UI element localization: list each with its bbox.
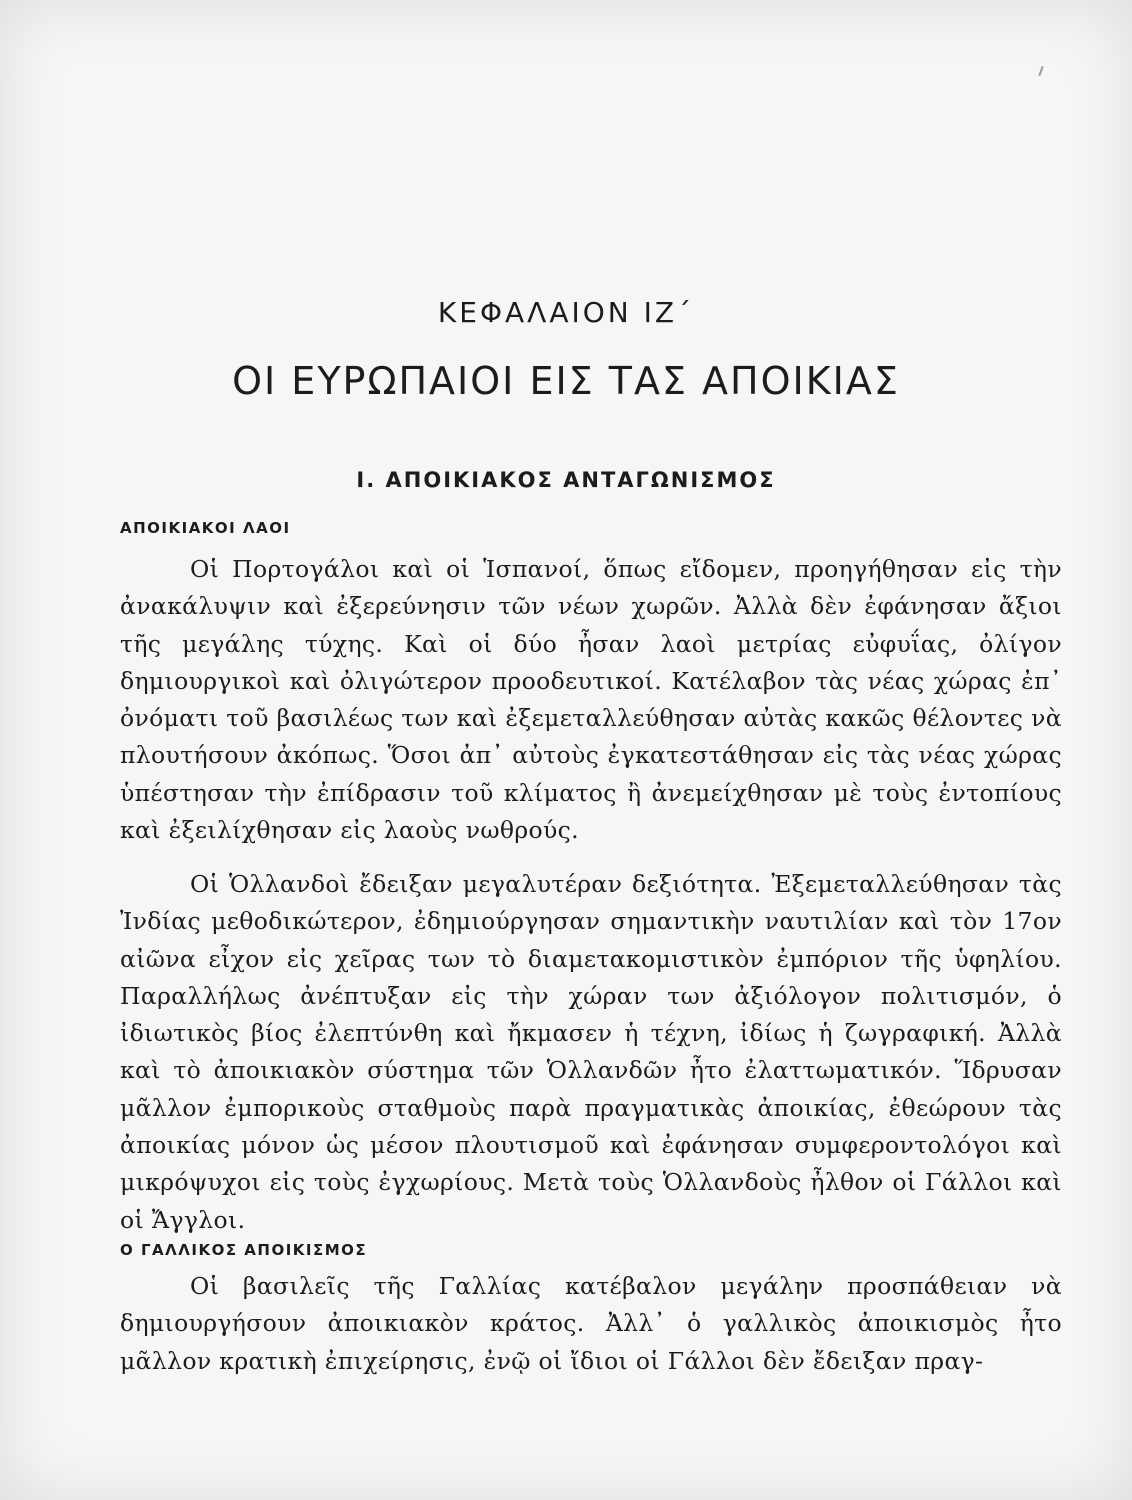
paragraph-dutch: Οἱ Ὁλλανδοὶ ἔδειξαν μεγαλυτέραν δεξιότητα. Ἐξεμεταλλεύθησαν τὰς Ἰνδίας μεθοδικώτερον, ἐδημιούργησαν σημαντικὴν ναυτιλίαν καὶ τὸν 17ον αἰῶνα εἶχον εἰς χεῖρας των τὸ διαμετακομιστικὸν ἐμπόριον τῆς ὑφηλίου. Παραλλήλως ἀνέπτυξαν εἰς τὴν χώραν των ἀξιόλογον πολιτισμόν, ὁ ἰδιωτικὸς βίος ἐλεπτύνθη καὶ ἤκμασεν ἡ τέχνη, ἰδίως ἡ ζωγραφική. Ἀλλὰ καὶ τὸ ἀποικιακὸν σύστημα τῶν Ὁλλανδῶν ἦτο ἐλαττωματικόν. Ἵδρυσαν μᾶλλον ἐμπορικοὺς σταθμοὺς παρὰ πραγματικὰς ἀποικίας, ἐθεώρουν τὰς ἀποικίας μόνον ὡς μέσον πλουτισμοῦ καὶ ἐφάνησαν συμφεροντολόγοι καὶ μικρόψυχοι εἰς τοὺς ἐγχωρίους. Μετὰ τοὺς Ὁλλανδοὺς ἦλθον οἱ Γάλλοι καὶ οἱ Ἄγγλοι. xyxy=(120,870,1062,1234)
subsection-heading-colonial-peoples: ΑΠΟΙΚΙΑΚΟΙ ΛΑΟΙ xyxy=(120,519,291,537)
scan-speck xyxy=(1038,66,1043,76)
section-title: Ι. ΑΠΟΙΚΙΑΚΟΣ ΑΝΤΑΓΩΝΙΣΜΟΣ xyxy=(356,468,776,492)
chapter-title: ΟΙ ΕΥΡΩΠΑΙΟΙ ΕΙΣ ΤΑΣ ΑΠΟΙΚΙΑΣ xyxy=(232,359,900,403)
paragraph-portuguese-spanish: Οἱ Πορτογάλοι καὶ οἱ Ἱσπανοί, ὅπως εἴδομεν, προηγήθησαν εἰς τὴν ἀνακάλυψιν καὶ ἐξερεύνησιν τῶν νέων χωρῶν. Ἀλλὰ δὲν ἐφάνησαν ἄξιοι τῆς μεγάλης τύχης. Καὶ οἱ δύο ἦσαν λαοὶ μετρίας εὐφυΐας, ὀλίγον δημιουργικοὶ καὶ ὀλιγώτερον προοδευτικοί. Κατέλαβον τὰς νέας χώρας ἐπ᾽ ὀνόματι τοῦ βασιλέως των καὶ ἐξεμεταλλεύθησαν αὐτὰς κακῶς θέλοντες νὰ πλουτήσουν ἀκόπως. Ὅσοι ἀπ᾽ αὐτοὺς ἐγκατεστάθησαν εἰς τὰς νέας χώρας ὑπέστησαν τὴν ἐπίδρασιν τοῦ κλίματος ἢ ἀνεμείχθησαν μὲ τοὺς ἐντοπίους καὶ ἐξειλίχθησαν εἰς λαοὺς νωθρούς. xyxy=(120,555,1062,845)
chapter-heading: ΚΕΦΑΛΑΙΟΝ ΙΖ΄ xyxy=(437,296,695,329)
subsection-heading-french-colonization: Ο ΓΑΛΛΙΚΟΣ ΑΠΟΙΚΙΣΜΟΣ xyxy=(120,1241,368,1259)
paragraph-french: Οἱ βασιλεῖς τῆς Γαλλίας κατέβαλον μεγάλην προσπάθειαν νὰ δημιουργήσουν ἀποικιακὸν κράτος. Ἀλλ᾽ ὁ γαλλικὸς ἀποικισμὸς ἦτο μᾶλλον κρατικὴ ἐπιχείρησις, ἐνῷ οἱ ἴδιοι οἱ Γάλλοι δὲν ἔδειξαν πραγ- xyxy=(120,1272,1062,1375)
